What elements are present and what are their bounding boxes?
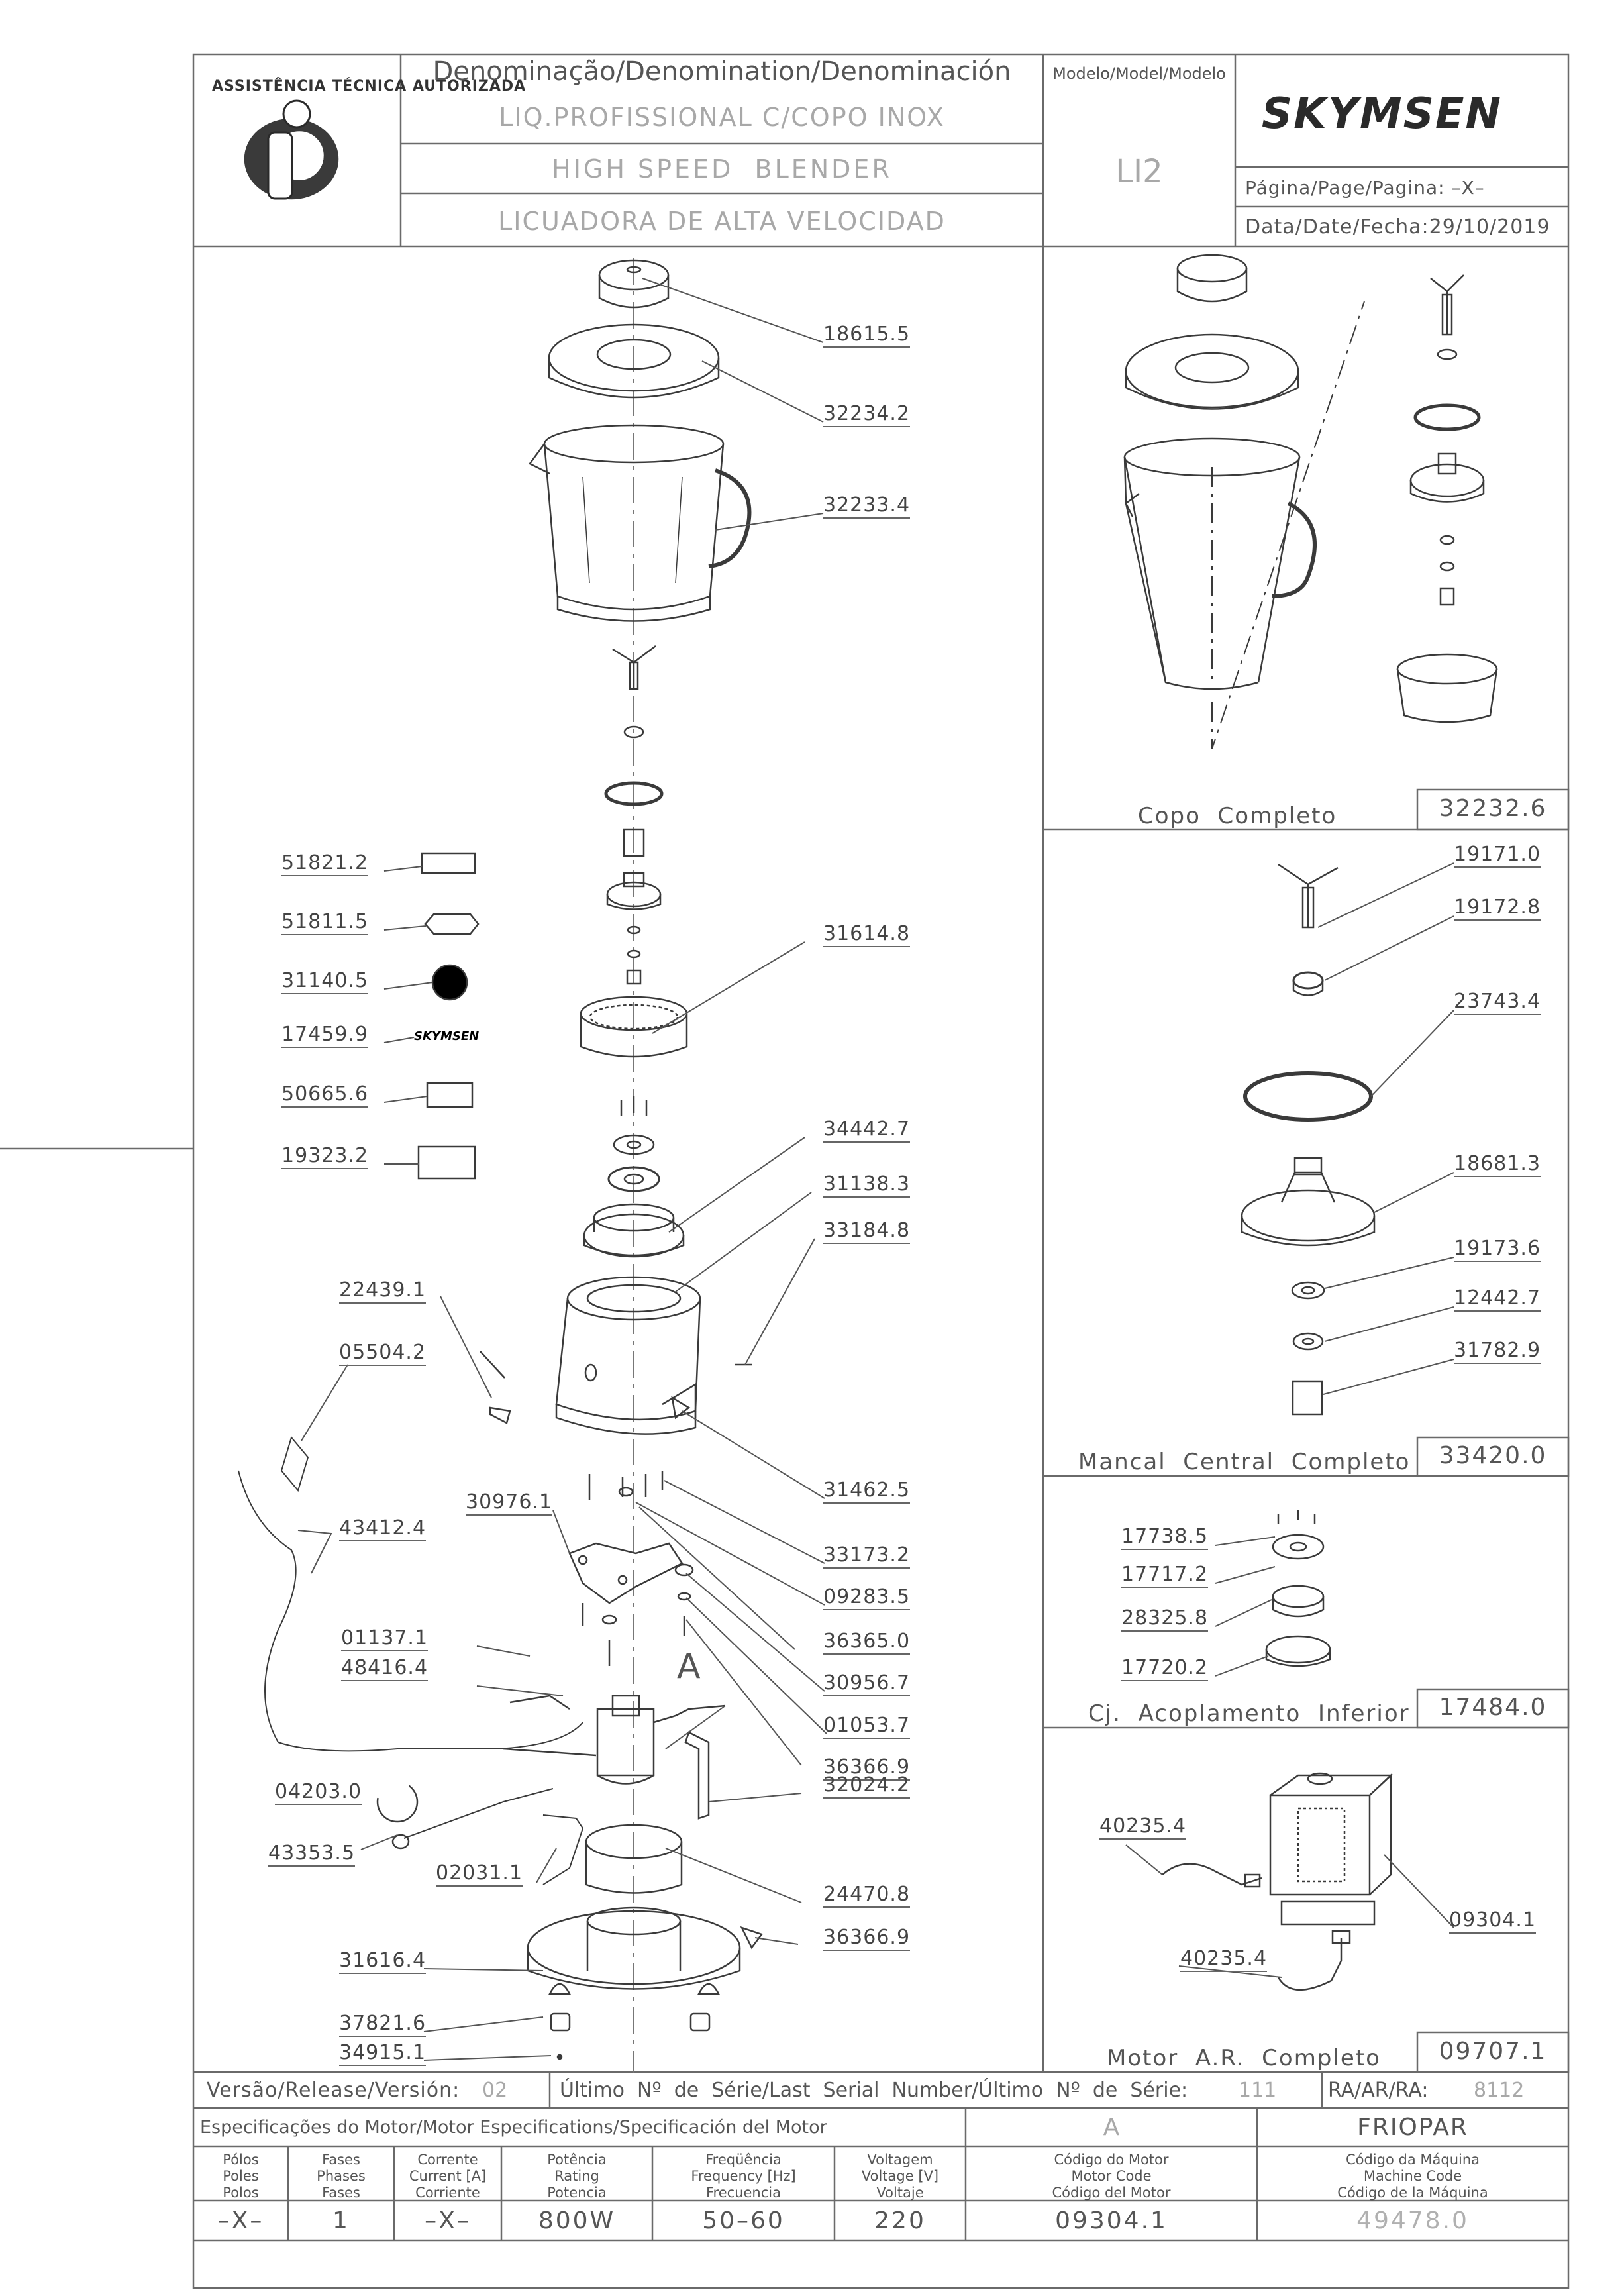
part-number-callout: 34442.7 — [823, 1120, 910, 1143]
part-number-callout: 18615.5 — [823, 325, 910, 348]
section-part-number: 12442.7 — [1454, 1288, 1541, 1312]
part-number-callout: 02031.1 — [436, 1863, 523, 1887]
brand-logo: SKYMSEN — [1262, 89, 1503, 138]
label-part-number: 50665.6 — [281, 1084, 368, 1108]
spec-column-value: –X– — [425, 2207, 471, 2234]
ra-value: 8112 — [1474, 2079, 1525, 2102]
spec-column-label: Voltagem Voltage [V] Voltaje — [861, 2152, 939, 2201]
part-number-callout: 36365.0 — [823, 1632, 910, 1655]
section-acoplamento-title: Cj. Acoplamento Inferior — [1088, 1700, 1410, 1727]
section-part-number: 17738.5 — [1121, 1527, 1208, 1550]
part-number-callout: 33173.2 — [823, 1545, 910, 1569]
part-number-callout: 22439.1 — [339, 1280, 426, 1304]
motor-letter: A — [1103, 2114, 1120, 2141]
part-number-callout: 31138.3 — [823, 1174, 910, 1198]
svg-text:SKYMSEN: SKYMSEN — [414, 1029, 480, 1043]
spec-column-value: 1 — [332, 2207, 350, 2234]
spec-column-value: 50–60 — [702, 2207, 785, 2234]
detail-A-label: A — [677, 1647, 701, 1687]
section-part-number: 18681.3 — [1454, 1154, 1541, 1177]
spec-column-value: –X– — [217, 2207, 264, 2234]
part-number-callout: 32024.2 — [823, 1775, 910, 1799]
section-part-number: 17720.2 — [1121, 1658, 1208, 1681]
manufacturer-name: FRIOPAR — [1357, 2114, 1468, 2141]
serial-value: 111 — [1239, 2079, 1277, 2102]
version-value: 02 — [482, 2079, 508, 2102]
serial-label: Último Nº de Série/Last Serial Number/Último Nº de Série: — [560, 2079, 1188, 2102]
authorized-badge-text: ASSISTÊNCIA TÉCNICA AUTORIZADA — [212, 78, 527, 95]
section-motor-title: Motor A.R. Completo — [1107, 2045, 1381, 2071]
label-part-number: 19323.2 — [281, 1146, 368, 1169]
section-part-number: 40235.4 — [1180, 1949, 1267, 1972]
part-number-callout: 48416.4 — [341, 1658, 428, 1681]
name-pt: LIQ.PROFISSIONAL C/COPO INOX — [499, 103, 945, 132]
section-part-number: 23743.4 — [1454, 992, 1541, 1015]
label-part-number: 51811.5 — [281, 912, 368, 935]
part-number-callout: 37821.6 — [339, 2014, 426, 2037]
section-part-number: 09304.1 — [1449, 1910, 1536, 1934]
model-label: Modelo/Model/Modelo — [1052, 64, 1226, 83]
spec-column-value: 220 — [874, 2207, 926, 2234]
section-part-number: 40235.4 — [1099, 1816, 1186, 1840]
section-part-number: 19171.0 — [1454, 845, 1541, 868]
section-acoplamento-code: 17484.0 — [1439, 1694, 1547, 1721]
part-number-callout: 43353.5 — [268, 1844, 355, 1867]
page-label: Página/Page/Pagina: –X– — [1245, 177, 1485, 199]
section-copo-code: 32232.6 — [1439, 795, 1547, 822]
section-motor-code: 09707.1 — [1439, 2038, 1547, 2065]
label-part-number: 17459.9 — [281, 1025, 368, 1048]
section-part-number: 19173.6 — [1454, 1239, 1541, 1262]
spec-column-label: Freqüência Frequency [Hz] Frecuencia — [691, 2152, 796, 2201]
part-number-callout: 33184.8 — [823, 1221, 910, 1244]
part-number-callout: 01137.1 — [341, 1628, 428, 1651]
part-number-callout: 31614.8 — [823, 924, 910, 947]
ra-label: RA/AR/RA: — [1328, 2079, 1429, 2102]
part-number-callout: 24470.8 — [823, 1885, 910, 1908]
section-mancal-title: Mancal Central Completo — [1078, 1449, 1411, 1475]
spec-column-value: 49478.0 — [1356, 2207, 1469, 2234]
section-part-number: 19172.8 — [1454, 898, 1541, 921]
part-number-callout: 30956.7 — [823, 1673, 910, 1696]
spec-column-label: Pólos Poles Polos — [223, 2152, 259, 2201]
spec-column-label: Fases Phases Fases — [317, 2152, 366, 2201]
part-number-callout: 04203.0 — [275, 1782, 362, 1805]
motor-specs-title: Especificações do Motor/Motor Especifications/Specificación del Motor — [200, 2117, 827, 2138]
spec-column-label: Código da Máquina Machine Code Código de la Máquina — [1337, 2152, 1488, 2201]
part-number-callout: 43412.4 — [339, 1518, 426, 1541]
part-number-callout: 36366.9 — [823, 1928, 910, 1951]
name-es: LICUADORA DE ALTA VELOCIDAD — [498, 207, 946, 236]
part-number-callout: 36366.9 — [823, 1757, 910, 1781]
part-number-callout: 31616.4 — [339, 1951, 426, 1974]
spec-column-label: Potência Rating Potencia — [547, 2152, 607, 2201]
name-en: HIGH SPEED BLENDER — [552, 154, 892, 183]
spec-column-value: 09304.1 — [1055, 2207, 1168, 2234]
part-number-callout: 09283.5 — [823, 1587, 910, 1610]
denomination-label: Denominação/Denomination/Denominación — [432, 56, 1011, 87]
section-mancal-code: 33420.0 — [1439, 1442, 1547, 1469]
section-copo-title: Copo Completo — [1138, 803, 1337, 829]
version-label: Versão/Release/Versión: — [207, 2079, 460, 2102]
date-label: Data/Date/Fecha:29/10/2019 — [1245, 215, 1550, 238]
label-part-number: 51821.2 — [281, 853, 368, 876]
label-part-number: 31140.5 — [281, 971, 368, 994]
part-number-callout: 32233.4 — [823, 496, 910, 519]
section-part-number: 17717.2 — [1121, 1565, 1208, 1588]
part-number-callout: 30976.1 — [466, 1492, 552, 1516]
section-part-number: 28325.8 — [1121, 1608, 1208, 1632]
part-number-callout: 31462.5 — [823, 1481, 910, 1504]
spec-column-label: Código do Motor Motor Code Código del Motor — [1052, 2152, 1171, 2201]
part-number-callout: 01053.7 — [823, 1716, 910, 1739]
part-number-callout: 32234.2 — [823, 404, 910, 427]
section-part-number: 31782.9 — [1454, 1341, 1541, 1364]
model-value: LI2 — [1115, 153, 1163, 190]
part-number-callout: 34915.1 — [339, 2043, 426, 2066]
part-number-callout: 05504.2 — [339, 1343, 426, 1366]
spec-column-value: 800W — [538, 2207, 616, 2234]
spec-column-label: Corrente Current [A] Corriente — [409, 2152, 487, 2201]
